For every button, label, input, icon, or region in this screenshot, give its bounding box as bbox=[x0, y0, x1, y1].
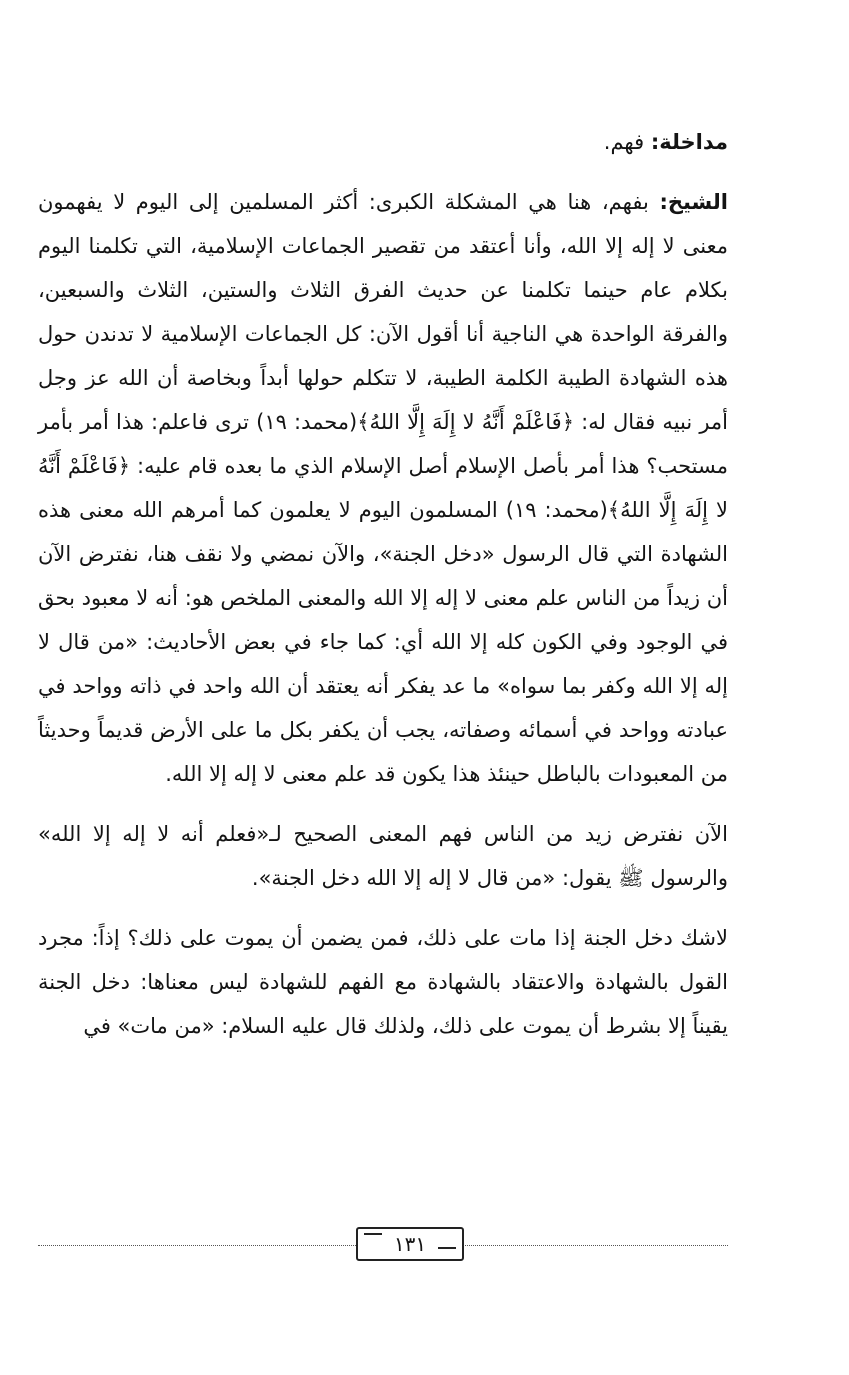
paragraph-text: فهم. bbox=[603, 130, 651, 154]
paragraph-text: بفهم، هنا هي المشكلة الكبرى: أكثر المسلمين إلى اليوم لا يفهمون معنى لا إله إلا الله، وأنا أعتقد من تقصير الجماعات الإسلامية، التي تكلمنا اليوم بكلام عام حينما تكلمنا عن حديث الفرق الثلاث والستين، الثلاث والسبعين، والفرقة الواحدة هي الناجية أنا أقول الآن: كل الجماعات الإسلامية لا تدندن حول هذه الشهادة الطيبة الكلمة الطيبة، لا تتكلم حولها أبداً وبخاصة أن الله عز وجل أمر نبيه فقال له: ﴿فَاعْلَمْ أَنَّهُ لا إِلَهَ إِلَّا اللهُ﴾(محمد: ١٩) ترى فاعلم: هذا أمر بأمر مستحب؟ هذا أمر بأصل الإسلام أصل الإسلام الذي ما بعده قام عليه: ﴿فَاعْلَمْ أَنَّهُ لا إِلَهَ إِلَّا اللهُ﴾(محمد: ١٩) المسلمون اليوم لا يعلمون كما أمرهم الله معنى هذه الشهادة التي قال الرسول «دخل الجنة»، والآن نمضي ولا نقف هنا، نفترض الآن أن زيداً من الناس علم معنى لا إله إلا الله والمعنى الملخص هو: أنه لا معبود بحق في الوجود وفي الكون كله إلا الله أي: كما جاء في بعض الأحاديث: «من قال لا إله إلا الله وكفر بما سواه» ما عد يفكر أنه يعتقد أن الله واحد في ذاته وواحد في عبادته وواحد في أسمائه وصفاته، يجب أن يكفر بكل ما على الأرض قديماً وحديثاً من المعبودات بالباطل حينئذ هذا يكون قد علم معنى لا إله إلا الله. bbox=[38, 190, 729, 786]
page-number-frame-ornament-icon bbox=[356, 1227, 464, 1261]
paragraph-conclusion bbox=[38, 916, 728, 1048]
paragraph-sheikh bbox=[38, 180, 728, 796]
paragraph-hypothesis bbox=[38, 812, 728, 900]
speaker-label: مداخلة: bbox=[650, 130, 728, 154]
page-footer bbox=[38, 1225, 728, 1265]
speaker-label: الشيخ: bbox=[659, 190, 728, 214]
paragraph-interjection bbox=[38, 120, 728, 164]
paragraph-text: لاشك دخل الجنة إذا مات على ذلك، فمن يضمن أن يموت على ذلك؟ إذاً: مجرد القول بالشهادة والاعتقاد بالشهادة مع الفهم للشهادة ليس معناها: دخل الجنة يقيناً إلا بشرط أن يموت على ذلك، ولذلك قال عليه السلام: «من مات» في bbox=[38, 926, 728, 1038]
page-number: ١٣١ bbox=[393, 1232, 427, 1256]
page-body bbox=[38, 120, 728, 1048]
paragraph-text: الآن نفترض زيد من الناس فهم المعنى الصحيح لـ«فعلم أنه لا إله إلا الله» والرسول ﷺ يقول: «من قال لا إله إلا الله دخل الجنة». bbox=[38, 822, 728, 890]
